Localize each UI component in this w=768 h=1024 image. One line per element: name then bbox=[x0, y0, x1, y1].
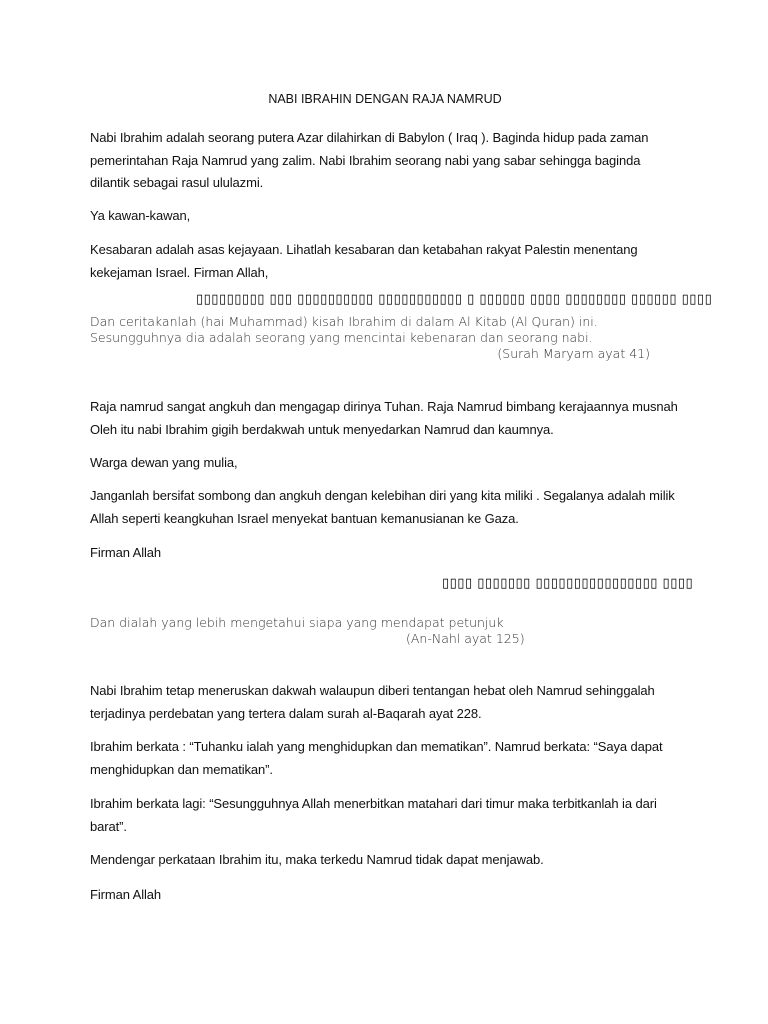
paragraph-patience: Kesabaran adalah asas kejayaan. Lihatlah kesabaran dan ketabahan rakyat Palestin menentang kekejaman Israel. Firman Allah, bbox=[90, 242, 638, 280]
paragraph-debate-2: Ibrahim berkata lagi: “Sesungguhnya Allah menerbitkan matahari dari timur maka terbitkanlah ia dari barat”. bbox=[90, 796, 657, 834]
verse-reference: (An-Nahl ayat 125) bbox=[406, 631, 525, 646]
verse-translation-line: Dan ceritakanlah (hai Muhammad) kisah Ibrahim di dalam Al Kitab (Al Quran) ini. bbox=[90, 314, 598, 329]
paragraph-greeting: Ya kawan-kawan, bbox=[90, 208, 191, 223]
paragraph-outcome: Mendengar perkataan Ibrahim itu, maka terkedu Namrud tidak dapat menjawab. bbox=[90, 852, 544, 867]
paragraph-intro: Nabi Ibrahim adalah seorang putera Azar dilahirkan di Babylon ( Iraq ). Baginda hidup pada zaman pemerintahan Raja Namrud yang zalim. Nabi Ibrahim seorang nabi yang sabar sehingga baginda dilantik sebagai rasul ululazmi. bbox=[90, 130, 649, 190]
verse-translation-line: Sesungguhnya dia adalah seorang yang mencintai kebenaran dan seorang nabi. bbox=[90, 330, 593, 345]
paragraph-debate-1: Ibrahim berkata : “Tuhanku ialah yang menghidupkan dan mematikan”. Namrud berkata: “Saya dapat menghidupkan dan mematikan”. bbox=[90, 739, 663, 777]
paragraph-namrud: Raja namrud sangat angkuh dan mengagap dirinya Tuhan. Raja Namrud bimbang kerajaannya musnah Oleh itu nabi Ibrahim gigih berdakwah untuk menyedarkan Namrud dan kaumnya. bbox=[90, 399, 678, 437]
verse-translation-line: Dan dialah yang lebih mengetahui siapa yang mendapat petunjuk bbox=[90, 615, 504, 630]
verse-translation-nahl bbox=[90, 615, 680, 647]
verse-reference: (Surah Maryam ayat 41) bbox=[497, 346, 650, 361]
arabic-verse-nahl: ▯▯▯▯ ▯▯▯▯▯▯▯ ▯▯▯▯▯▯▯▯▯▯▯▯▯▯▯▯ ▯▯▯▯ bbox=[442, 576, 694, 591]
paragraph-dakwah: Nabi Ibrahim tetap meneruskan dakwah walaupun diberi tentangan hebat oleh Namrud sehinggalah terjadinya perdebatan yang tertera dalam surah al-Baqarah ayat 228. bbox=[90, 683, 655, 721]
arabic-verse-maryam: ▯▯▯▯▯▯▯▯▯ ▯▯▯ ▯▯▯▯▯▯▯▯▯▯ ▯▯▯▯▯▯▯▯▯▯▯ ▯ ▯▯▯▯▯▯ ▯▯▯▯ ▯▯▯▯▯▯▯▯ ▯▯▯▯▯▯ ▯▯▯▯ bbox=[196, 292, 713, 307]
paragraph-arrogance: Janganlah bersifat sombong dan angkuh dengan kelebihan diri yang kita miliki . Segalanya adalah milik Allah seperti keangkuhan Israel menyekat bantuan kemanusianan ke Gaza. bbox=[90, 488, 675, 526]
paragraph-audience: Warga dewan yang mulia, bbox=[90, 455, 238, 470]
paragraph-firman: Firman Allah bbox=[90, 545, 162, 560]
paragraph-firman-final: Firman Allah bbox=[90, 887, 162, 902]
document-title: NABI IBRAHIN DENGAN RAJA NAMRUD bbox=[268, 92, 502, 106]
verse-translation-maryam bbox=[90, 314, 680, 362]
